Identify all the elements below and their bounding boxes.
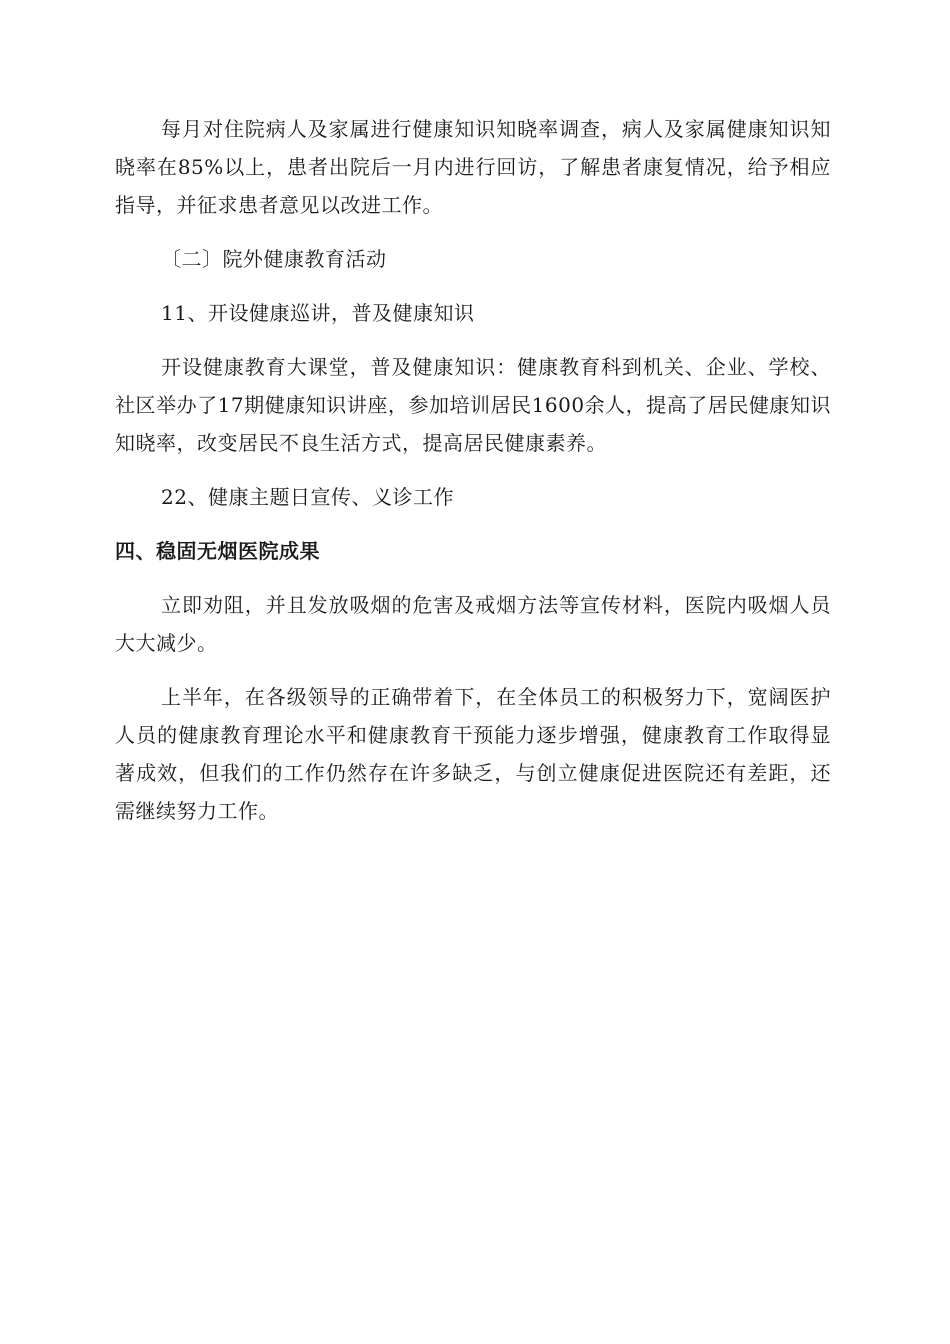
item-theme-day-clinic: 22、健康主题日宣传、义诊工作 bbox=[161, 485, 454, 509]
paragraph-health-classroom: 开设健康教育大课堂，普及健康知识：健康教育科到机关、企业、学校、社区举办了17期健康知识讲座，参加培训居民1600余人，提高了居民健康知识知晓率，改变居民不良生活方式，提高居民健康素养。 bbox=[115, 355, 831, 455]
subheading-outpatient-activities: 〔二〕院外健康教育活动 bbox=[161, 247, 387, 271]
paragraph-patient-survey: 每月对住院病人及家属进行健康知识知晓率调查，病人及家属健康知识知晓率在85%以上，患者出院后一月内进行回访，了解患者康复情况，给予相应指导，并征求患者意见以改进工作。 bbox=[115, 117, 831, 217]
document-body bbox=[115, 110, 831, 846]
item-health-tour-lectures: 11、开设健康巡讲，普及健康知识 bbox=[161, 301, 475, 325]
paragraph-smoking-dissuasion: 立即劝阻，并且发放吸烟的危害及戒烟方法等宣传材料，医院内吸烟人员大大减少。 bbox=[115, 593, 831, 655]
paragraph-summary: 上半年，在各级领导的正确带着下，在全体员工的积极努力下，宽阔医护人员的健康教育理论水平和健康教育干预能力逐步增强，健康教育工作取得显著成效，但我们的工作仍然存在许多缺乏，与创立健康促进医院还有差距，还需继续努力工作。 bbox=[115, 685, 831, 823]
section-heading-smoke-free: 四、稳固无烟医院成果 bbox=[115, 539, 320, 563]
